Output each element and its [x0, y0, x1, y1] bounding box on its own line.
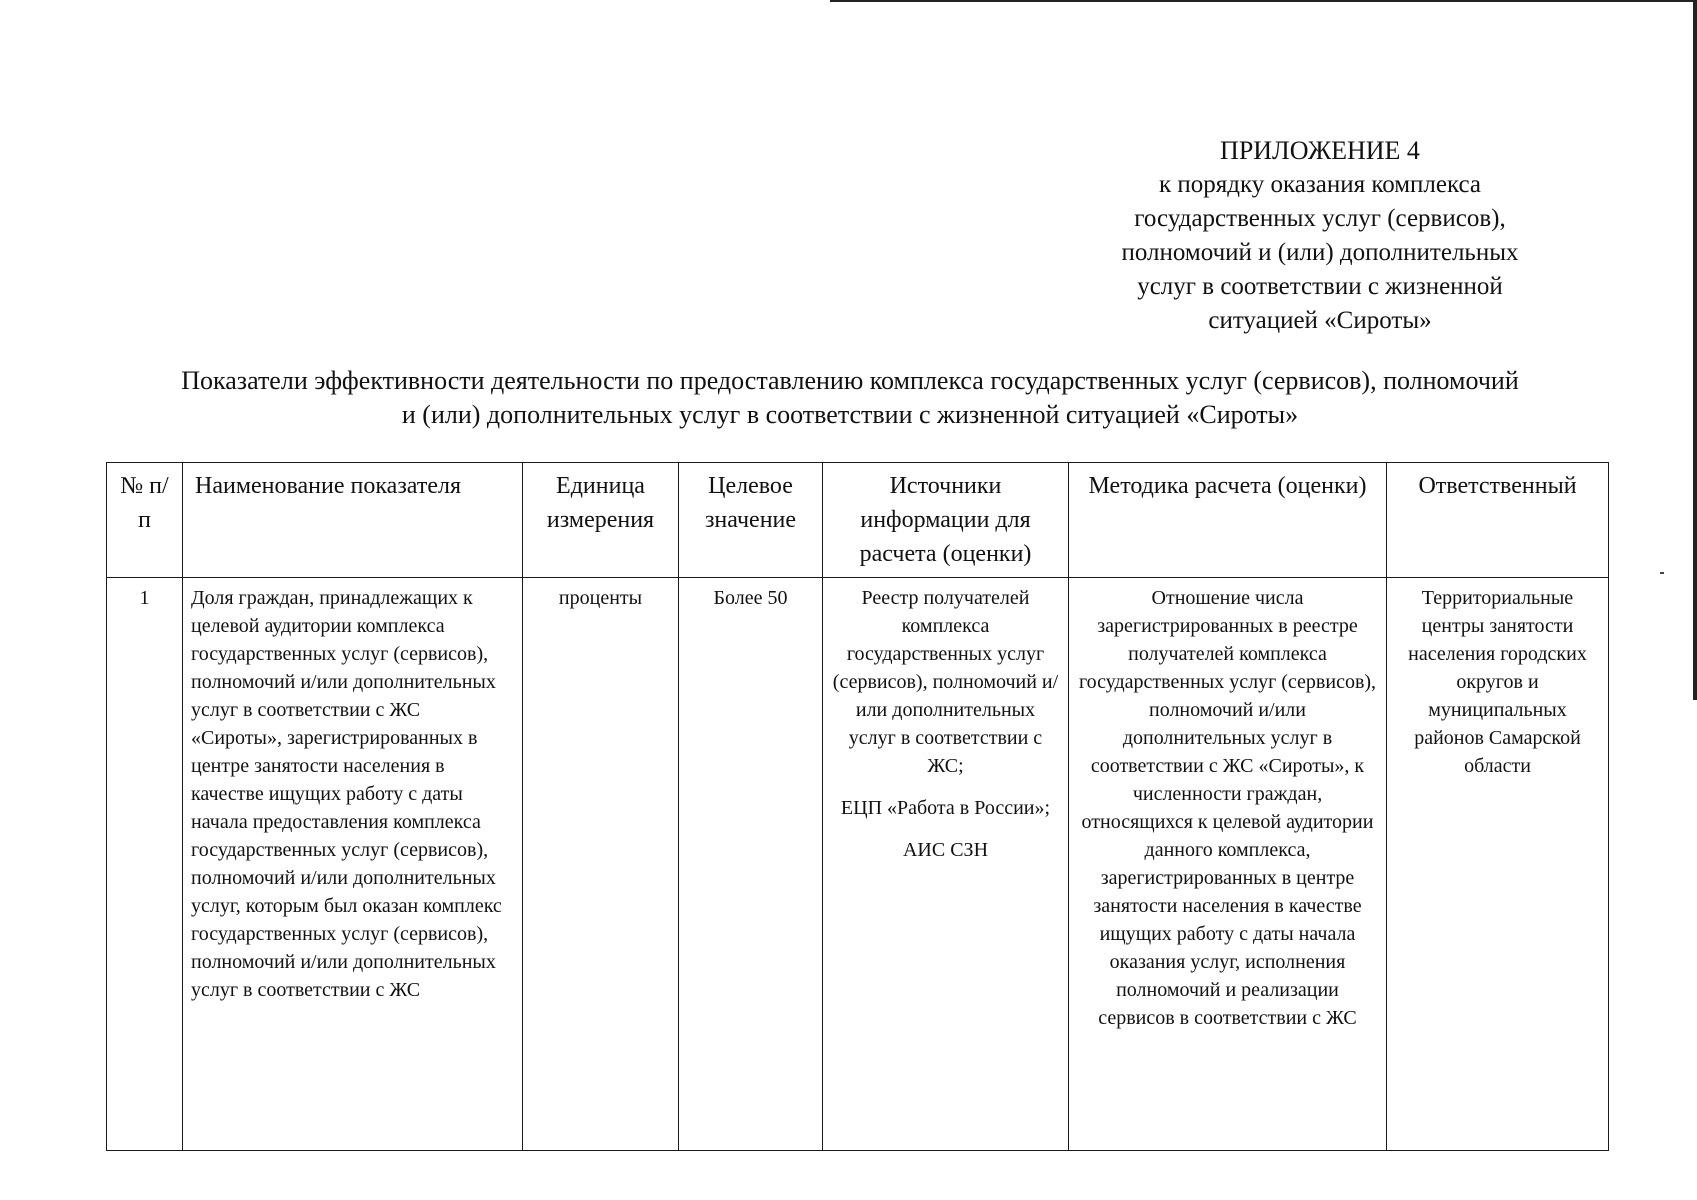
- table-header-row: [107, 463, 1609, 578]
- header-name: Наименование показателя: [183, 463, 523, 578]
- header-num: № п/п: [107, 463, 183, 578]
- header-target: Целевое значение: [679, 463, 823, 578]
- document-title: [80, 364, 1620, 432]
- header-method: Методика расчета (оценки): [1069, 463, 1387, 578]
- cell-responsible: Территориальные центры занятости населения городских округов и муниципальных районов Самарской области: [1387, 578, 1609, 1151]
- cell-target: Более 50: [679, 578, 823, 1151]
- document-title-line: и (или) дополнительных услуг в соответствии с жизненной ситуацией «Сироты»: [401, 400, 1299, 429]
- header-sources: Источники информации для расчета (оценки): [823, 463, 1069, 578]
- cell-unit: проценты: [523, 578, 679, 1151]
- source-item: Реестр получателей комплекса государственных услуг (сервисов), полномочий и/или дополнительных услуг в соответствии с ЖС;: [832, 587, 1059, 777]
- appendix-title: ПРИЛОЖЕНИЕ 4: [1220, 136, 1420, 165]
- appendix-header: [1080, 134, 1560, 338]
- appendix-line: полномочий и (или) дополнительных: [1121, 239, 1519, 266]
- source-item: ЕЦП «Работа в России»;: [840, 797, 1051, 819]
- cell-sources: [823, 578, 1069, 1151]
- scan-edge-right: [1693, 0, 1697, 700]
- scan-speck: [1660, 572, 1664, 574]
- appendix-line: услуг в соответствии с жизненной: [1137, 273, 1503, 300]
- cell-method: Отношение числа зарегистрированных в реестре получателей комплекса государственных услуг (сервисов), полномочий и/или дополнительных услуг в соответствии с ЖС «Сироты», к численности граждан, относящихся к целевой аудитории данного комплекса, зарегистрированных в центре занятости населения в качестве ищущих работу с даты начала оказания услуг, исполнения полномочий и реализации сервисов в соответствии с ЖС: [1069, 578, 1387, 1151]
- cell-indicator-name: Доля граждан, принадлежащих к целевой аудитории комплекса государственных услуг (сервисов), полномочий и/или дополнительных услуг в соответствии с ЖС «Сироты», зарегистрированных в центре занятости населения в качестве ищущих работу с даты начала предоставления комплекса государственных услуг (сервисов), полномочий и/или дополнительных услуг, которым был оказан комплекс государственных услуг (сервисов), полномочий и/или дополнительных услуг в соответствии с ЖС: [183, 578, 523, 1151]
- appendix-line: государственных услуг (сервисов),: [1134, 205, 1506, 232]
- cell-num: 1: [107, 578, 183, 1151]
- header-responsible: Ответственный: [1387, 463, 1609, 578]
- appendix-line: ситуацией «Сироты»: [1208, 307, 1432, 334]
- appendix-line: к порядку оказания комплекса: [1158, 171, 1482, 198]
- indicators-table: [106, 462, 1609, 1151]
- scan-edge-top: [830, 0, 1695, 2]
- header-unit: Единица измерения: [523, 463, 679, 578]
- table-row: [107, 578, 1609, 1151]
- document-title-line: Показатели эффективности деятельности по предоставлению комплекса государственных услуг (сервисов), полномочий: [181, 366, 1519, 395]
- source-item: АИС СЗН: [902, 839, 989, 861]
